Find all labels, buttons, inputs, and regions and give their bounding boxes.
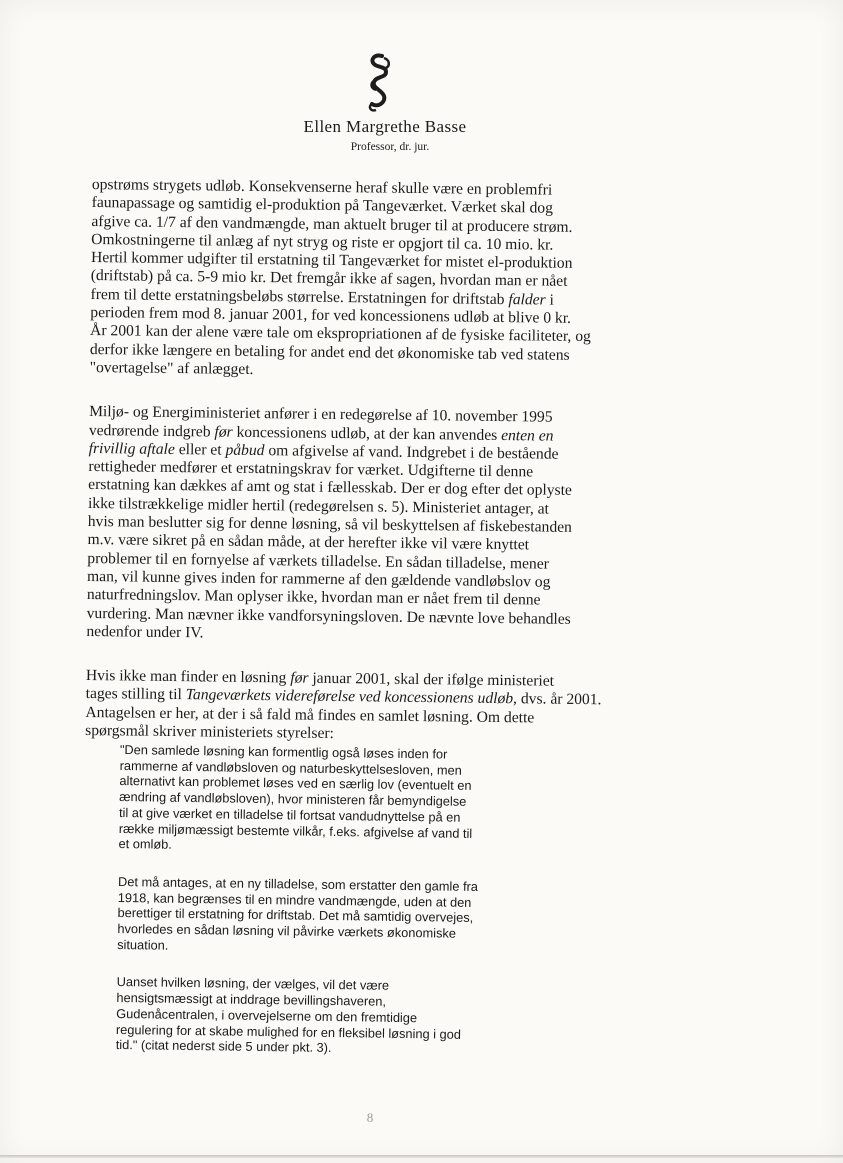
text-line: vedrørende indgreb før koncessionens udløb, at der kan anvendes enten en xyxy=(88,421,554,445)
text-line: problemer til en fornyelse af værkets tilladelse. En sådan tilladelse, mener xyxy=(87,549,549,573)
text-line: rammerne af vandløbsloven og naturbeskyttelsesloven, men xyxy=(119,757,462,778)
scan-edge xyxy=(0,1155,843,1158)
text-line: Gudenåcentralen, i overvejelserne om den fremtidige xyxy=(116,1005,418,1026)
text-line: 1918, kan begrænses til en mindre vandmængde, uden at den xyxy=(117,889,472,910)
author-name: Ellen Margrethe Basse xyxy=(303,117,467,136)
paragraph xyxy=(86,403,669,648)
quote-paragraph xyxy=(118,742,559,858)
text-line: (driftstab) på ca. 5-9 mio kr. Det fremgår ikke af sagen, hvordan man er nået xyxy=(90,267,568,291)
paragraph xyxy=(85,667,666,747)
text-line: et omløb. xyxy=(118,836,173,852)
text-line: perioden frem mod 8. januar 2001, for ved koncessionens udløb at blive 0 kr. xyxy=(90,304,572,327)
text-line: tid." (citat nederst side 5 under pkt. 3). xyxy=(115,1037,332,1056)
text-line: regulering for at skabe mulighed for en fleksibel løsning i god xyxy=(115,1021,462,1042)
author-title: Professor, dr. jur. xyxy=(350,141,430,153)
text-line: man, vil kunne gives inden for rammerne af den gældende vandløbslov og xyxy=(87,567,551,591)
quote-paragraph xyxy=(117,874,558,959)
text-line: Hvis ikke man finder en løsning før januar 2001, skal der ifølge ministeriet xyxy=(85,667,555,690)
text-line: rettigheder medfører et erstatningskrav for værket. Udgifterne til denne xyxy=(88,458,534,481)
text-line: berettiger til erstatning for driftstab. Det må samtidig overvejes, xyxy=(117,905,474,926)
text-line: "Den samlede løsning kan formentlig også løses inden for xyxy=(119,742,448,762)
text-line: Hertil kommer udgifter til erstatning til Tangeværket for mistet el-produktion xyxy=(90,249,573,273)
page-number: 8 xyxy=(366,1110,374,1125)
text-line: vurdering. Man nævner ikke vandforsyningsloven. De nævnte love behandles xyxy=(86,604,571,628)
text-line: spørgsmål skriver ministeriets styrelser: xyxy=(85,721,335,743)
quote-paragraph xyxy=(116,974,557,1059)
paragraph xyxy=(90,176,672,384)
text-line: frem til dette erstatningsbeløbs størrelse. Erstatningen for driftstab falder i xyxy=(90,285,554,309)
text-line: nedenfor under IV. xyxy=(86,622,204,642)
text-line: hvorledes en sådan løsning vil påvirke værkets økonomiske xyxy=(117,921,457,941)
text-line: opstrøms strygets udløb. Konsekvenserne heraf skulle være en problemfri xyxy=(91,176,553,199)
text-line: hensigtsmæssigt at inddrage bevillingshaveren, xyxy=(116,990,387,1009)
text-line: derfor ikke længere en betaling for andet end det økonomiske tab ved statens xyxy=(89,340,570,364)
text-line: Omkostningerne til anlæg af nyt stryg og riste er opgjort til ca. 10 mio. kr. xyxy=(91,230,554,254)
text-line: ændring af vandløbsloven), hvor ministeren får bemyndigelse xyxy=(119,789,467,809)
text-line: række miljømæssigt bestemte vilkår, f.eks. afgivelse af vand til xyxy=(118,820,473,841)
text-line: "overtagelse" af anlægget. xyxy=(89,358,254,378)
text-line: År 2001 kan der alene være tale om ekspropriationen af de fysiske faciliteter, og xyxy=(90,322,591,346)
text-line: alternativt kan problemet løses ved en særlig lov (eventuelt en xyxy=(119,773,472,794)
text-line: hvis man beslutter sig for denne løsning, så vil beskyttelsen af fiskebestanden xyxy=(87,513,573,536)
body-text xyxy=(85,176,672,773)
text-line: til at give værket en tilladelse til fortsat vandudnyttelse på en xyxy=(118,804,461,825)
block-quote xyxy=(115,742,560,1081)
text-line: Miljø- og Energiministeriet anfører i en redegørelse af 10. november 1995 xyxy=(89,403,553,426)
text-line: tages stilling til Tangeværkets videreførelse ved koncessionens udløb, dvs. år 2001. xyxy=(85,685,602,709)
text-line: Det må antages, at en ny tilladelse, som erstatter den gamle fra xyxy=(117,873,479,894)
text-line: ikke tilstrækkelige midler hertil (redegørelsen s. 5). Ministeriet antager, at xyxy=(87,494,550,518)
text-line: naturfredningslov. Man oplyser ikke, hvordan man er nået frem til denne xyxy=(86,586,541,609)
text-line: faunapassage og samtidig el-produktion på Tangeværket. Værket skal dog xyxy=(91,194,554,217)
text-line: afgive ca. 1/7 af den vandmængde, man aktuelt bruger til at producere strøm. xyxy=(91,212,573,236)
text-line: Uanset hvilken løsning, der vælges, vil det være xyxy=(116,974,390,994)
seahorse-ornament-icon xyxy=(360,52,400,114)
text-line: m.v. være sikret på en sådan måde, at der herefter ikke vil være knyttet xyxy=(87,531,530,554)
text-line: situation. xyxy=(117,936,169,953)
text-line: erstatning kan dækkes af amt og stat i fællesskab. Der er dog efter det oplyste xyxy=(88,476,573,500)
text-line: frivillig aftale eller et påbud om afgivelse af vand. Indgrebet i de bestående xyxy=(88,439,559,463)
text-line: Antagelsen er her, at der i så fald må findes en samlet løsning. Om dette xyxy=(85,703,535,727)
